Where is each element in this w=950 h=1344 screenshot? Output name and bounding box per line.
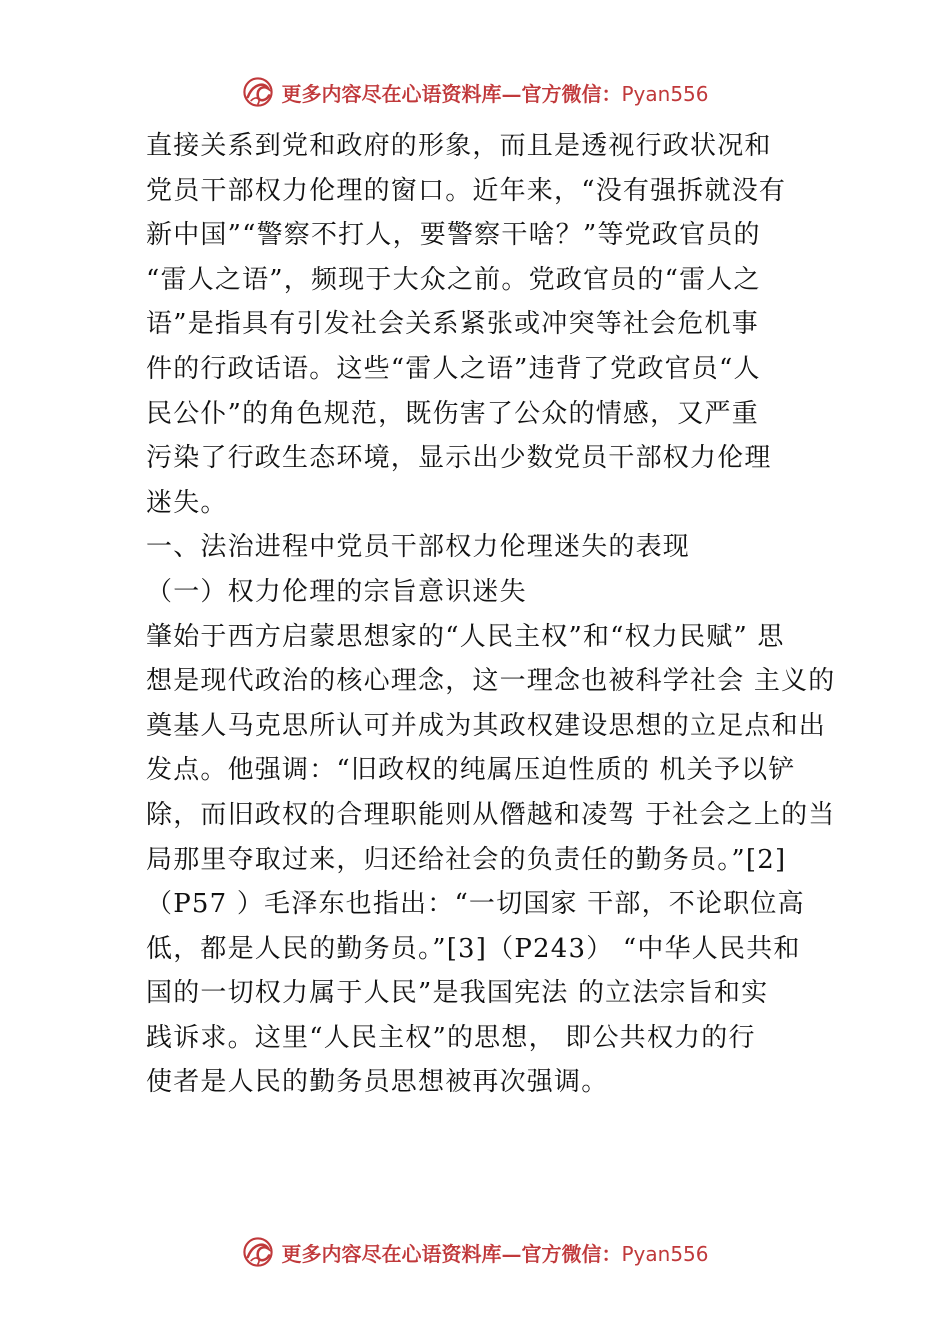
text-line: 直接关系到党和政府的形象，而且是透视行政状况和 (146, 131, 772, 161)
text-line: 低，都是人民的勤务员。”[3]（P243） “中华人民共和 (146, 933, 801, 964)
text-line: 国的一切权力属于人民”是我国宪法 的立法宗旨和实 (146, 978, 769, 1009)
text-line: 民公仆”的角色规范，既伤害了公众的情感，又严重 (146, 398, 759, 429)
text-line: 局那里夺取过来，归还给社会的负责任的勤务员。”[2] (146, 844, 787, 875)
text-line: 一、法治进程中党员干部权力伦理迷失的表现 (146, 532, 691, 563)
text-line: 发点。他强调：“旧政权的纯属压迫性质的 机关予以铲 (146, 755, 796, 786)
text-line: 肇始于西方启蒙思想家的“人民主权”和“权力民赋” 思 (146, 621, 785, 652)
swirl-logo-icon (241, 1235, 275, 1269)
text-line: 使者是人民的勤务员思想被再次强调。 (146, 1067, 609, 1098)
watermark-handle: Pyan556 (621, 1241, 709, 1266)
text-line: 党员干部权力伦理的窗口。近年来，“没有强拆就没有 (146, 175, 787, 206)
text-line: 迷失。 (146, 487, 228, 518)
text-line: （P57 ）毛泽东也指出：“一切国家 干部，不论职位高 (146, 889, 805, 920)
text-line: 除，而旧政权的合理职能则从僭越和凌驾 于社会之上的当 (146, 799, 836, 830)
text-line: 践诉求。这里“人民主权”的思想， 即公共权力的行 (146, 1022, 756, 1053)
text-line: 污染了行政生态环境，显示出少数党员干部权力伦理 (146, 443, 772, 474)
watermark-handle: Pyan556 (621, 81, 709, 106)
text-line: （一）权力伦理的宗旨意识迷失 (146, 576, 527, 607)
text-line: 新中国”“警察不打人，要警察干啥？”等党政官员的 (146, 220, 761, 251)
watermark-text: 更多内容尽在心语资料库—官方微信：Pyan556 (281, 1241, 709, 1266)
text-line: 想是现代政治的核心理念，这一理念也被科学社会 主义的 (146, 666, 836, 697)
text-line: “雷人之语”，频现于大众之前。党政官员的“雷人之 (146, 264, 761, 295)
watermark-header (0, 72, 950, 112)
watermark-footer (0, 1232, 950, 1272)
document-body (146, 124, 836, 1105)
text-line: 语”是指具有引发社会关系紧张或冲突等社会危机事 (146, 309, 759, 340)
watermark-text: 更多内容尽在心语资料库—官方微信：Pyan556 (281, 81, 709, 106)
swirl-logo-icon (241, 75, 275, 109)
text-line: 件的行政话语。这些“雷人之语”违背了党政官员“人 (146, 353, 761, 384)
text-line: 奠基人马克思所认可并成为其政权建设思想的立足点和出 (146, 710, 827, 741)
